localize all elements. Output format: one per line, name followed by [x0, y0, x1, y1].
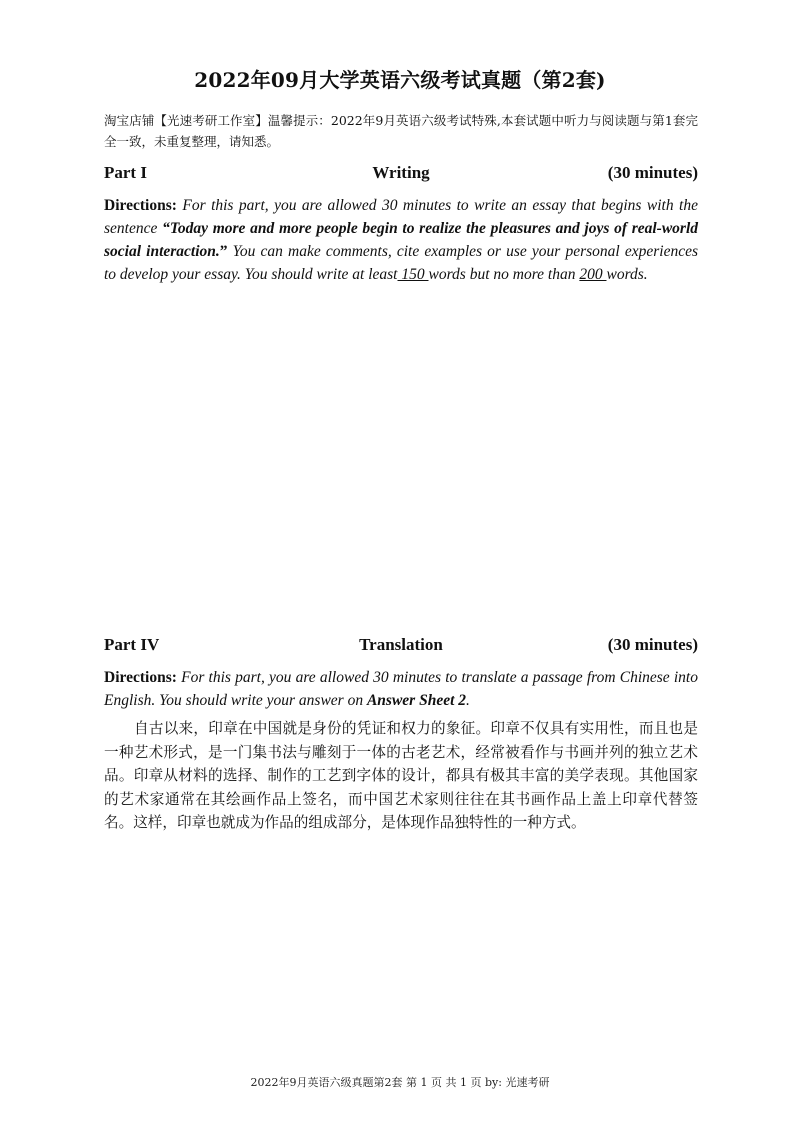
- essay-prompt-quote: “Today more and more people begin to realize the pleasures and joys of real-world social interaction.: [104, 220, 699, 260]
- part-iv-time: (30 minutes): [607, 635, 698, 654]
- directions-lead: Directions:: [104, 197, 177, 214]
- directions-text: words but no more than: [428, 266, 580, 283]
- directions-text: For this part, you are allowed 30 minutes to write an essay that begins with the sentence: [104, 197, 698, 237]
- part-i-label: Part I: [104, 163, 147, 182]
- part-i-header: [104, 161, 698, 185]
- directions-text: You can make comments, cite examples or use your personal experiences to develop your essay. You should write at least: [104, 243, 698, 283]
- page-title: 2022年09月大学英语六级考试真题（第2套): [194, 68, 606, 92]
- part-iv-label: Part IV: [104, 635, 160, 654]
- max-word-count: 200: [579, 266, 607, 283]
- part-i-section: Writing: [372, 163, 430, 182]
- min-word-count: 150: [397, 266, 429, 283]
- directions-text: .: [466, 692, 470, 709]
- answer-sheet-reference: Answer Sheet 2: [366, 692, 467, 709]
- store-note: 淘宝店铺【光速考研工作室】温馨提示：2022年9月英语六级考试特殊,本套试题中听力与阅读题与第1套完全一致，未重复整理，请知悉。: [104, 113, 698, 149]
- directions-lead: Directions:: [104, 669, 177, 686]
- part-i-directions: [104, 194, 698, 286]
- part-iv-section: Translation: [359, 635, 443, 654]
- translation-passage: 自古以来，印章在中国就是身份的凭证和权力的象征。印章不仅具有实用性，而且也是一种艺术形式，是一门集书法与雕刻于一体的古老艺术，经常被看作与书画并列的独立艺术品。印章从材料的选择、制作的工艺到字体的设计，都具有极其丰富的美学表现。其他国家的艺术家通常在其绘画作品上签名，而中国艺术家则往往在其书画作品上盖上印章代替签名。这样，印章也就成为作品的组成部分，是体现作品独特性的一种方式。: [104, 720, 698, 831]
- essay-prompt-quote-end: ”: [219, 243, 228, 260]
- part-iv-header: [104, 633, 698, 657]
- part-i-time: (30 minutes): [607, 163, 698, 182]
- page-footer: 2022年9月英语六级真题第2套 第 1 页 共 1 页 by: 光速考研: [250, 1076, 550, 1089]
- directions-text: For this part, you are allowed 30 minutes to translate a passage from Chinese into English. You should write your answer on: [104, 669, 698, 709]
- part-iv-directions: [104, 666, 698, 712]
- directions-text: words.: [606, 266, 648, 283]
